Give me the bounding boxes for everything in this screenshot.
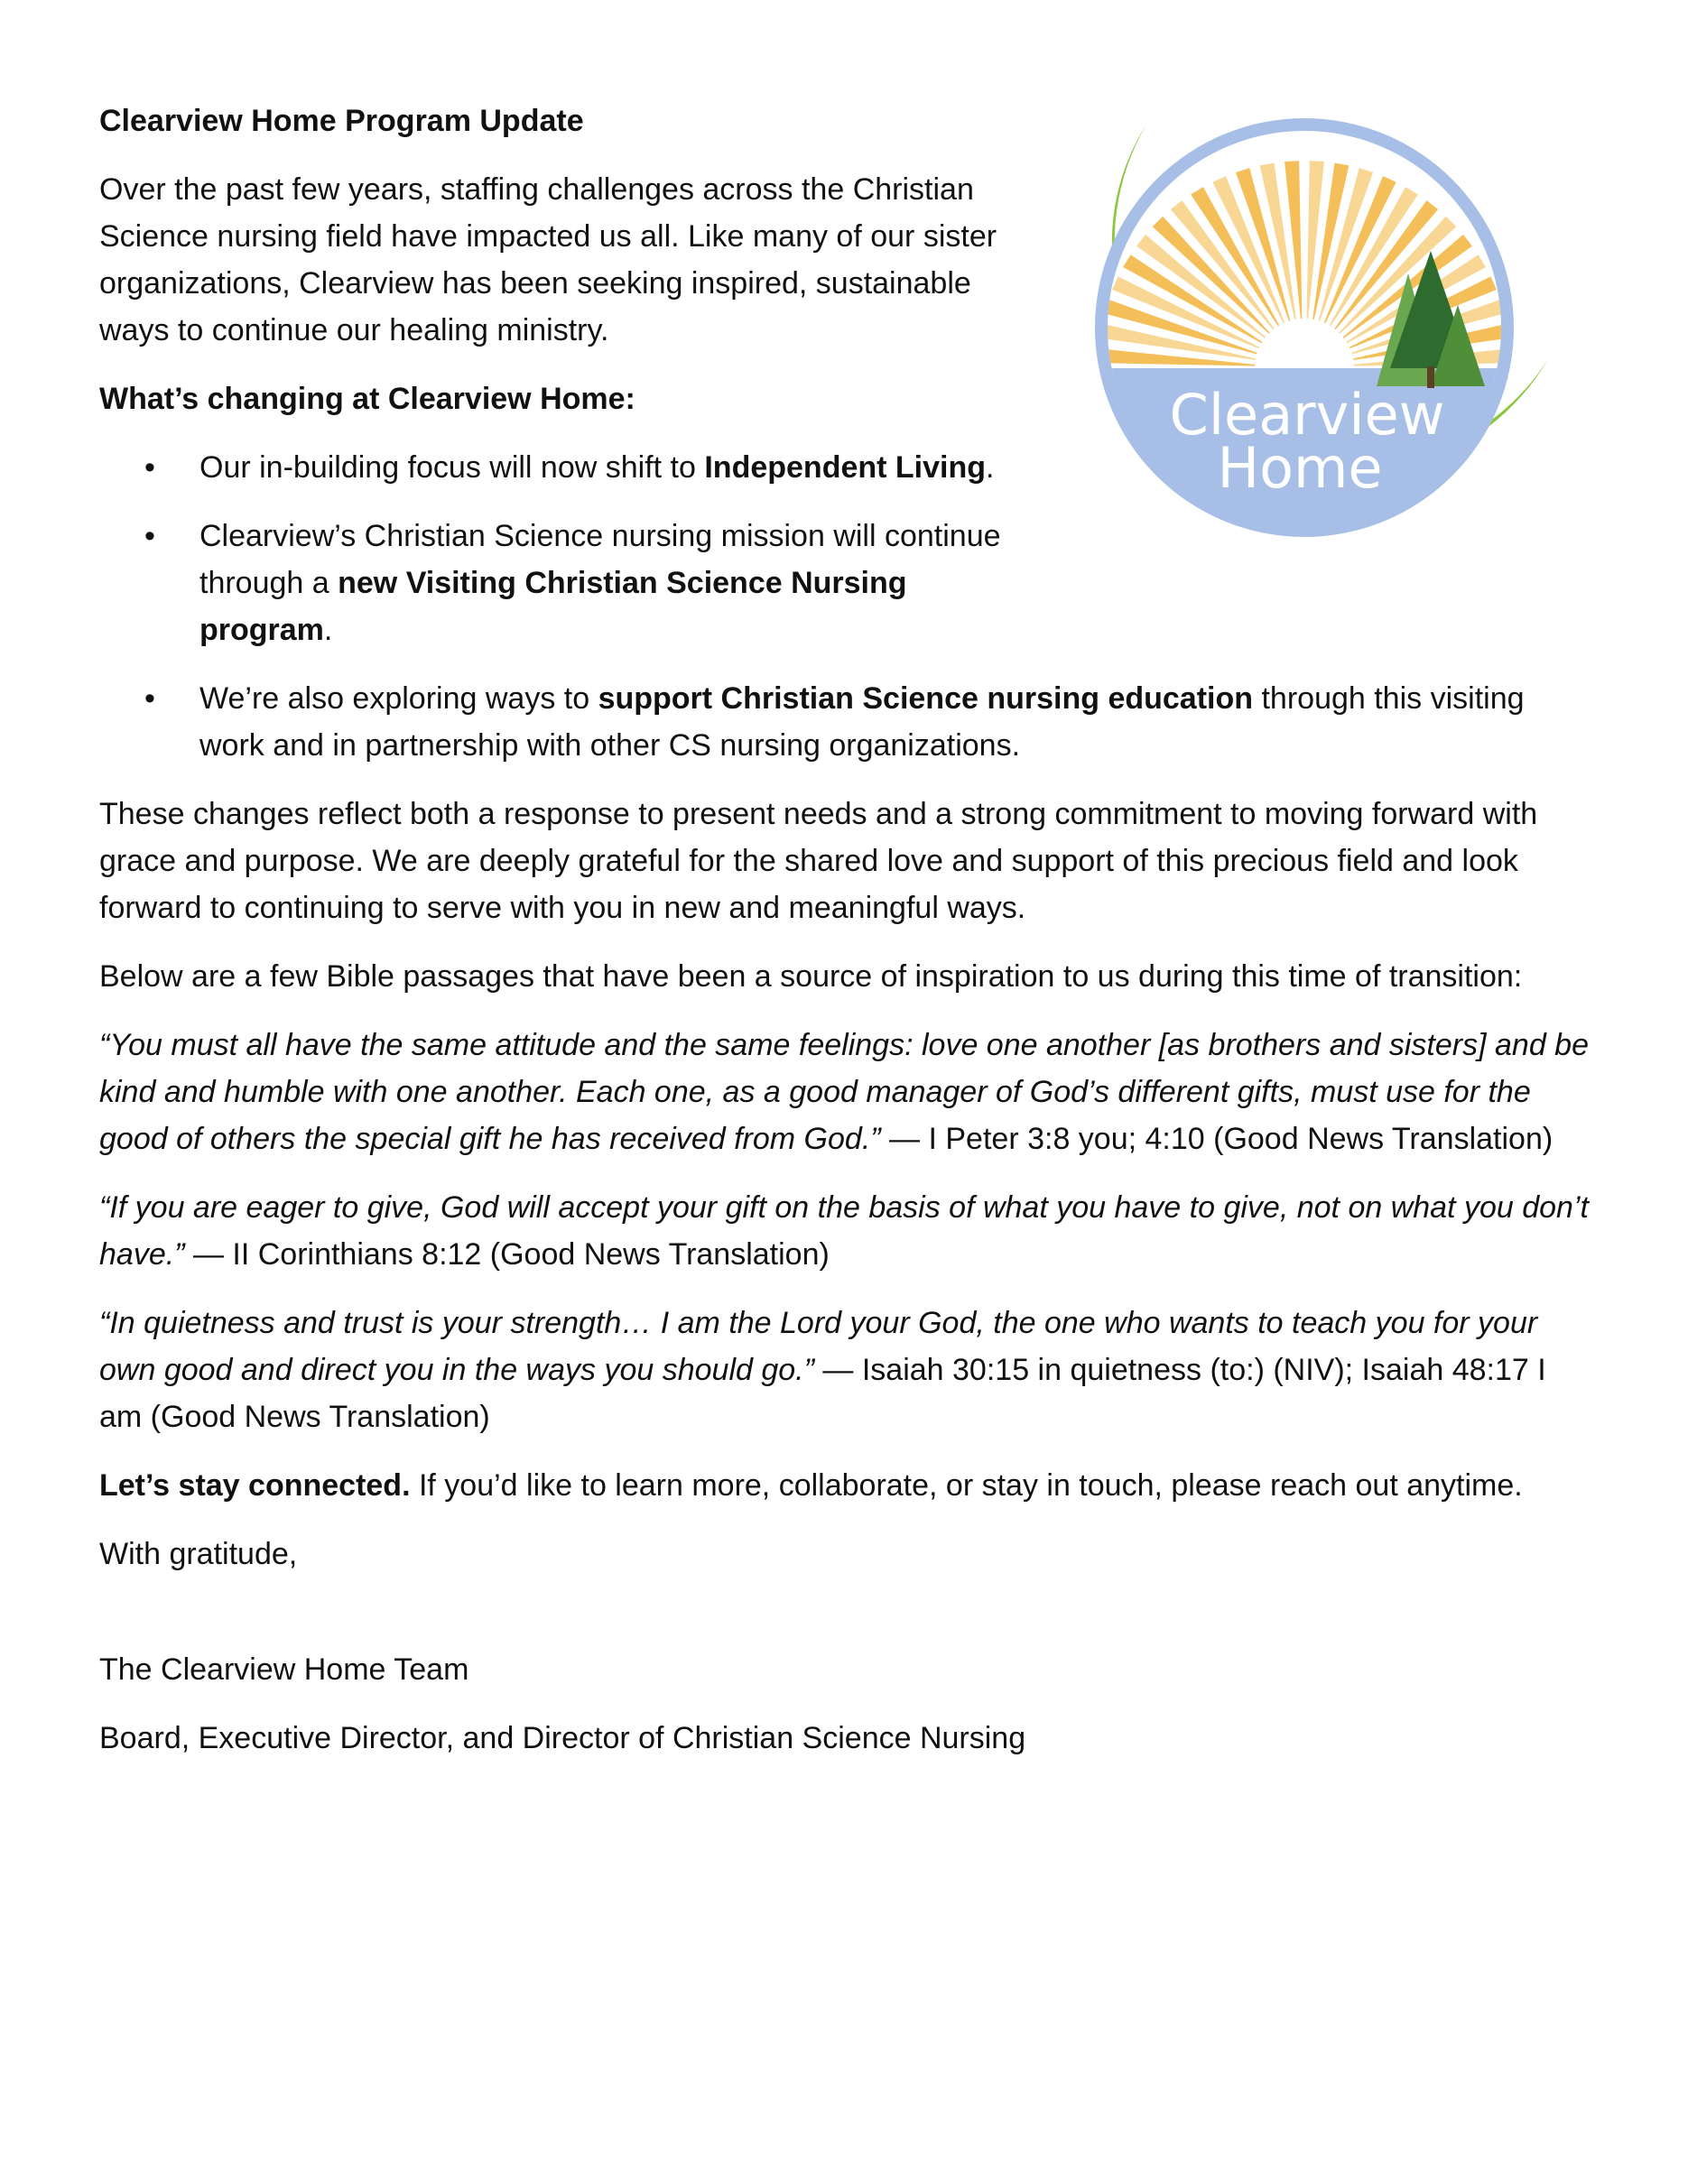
intro-paragraph: Over the past few years, staffing challenges across the Christian Science nursing field have impacted us all. Like many of our sister organizations, Clearview has been seeking inspired, sustainable ways to continue our healing ministry. xyxy=(99,172,997,347)
list-item: • We’re also exploring ways to support Christian Science nursing education through this visiting work and in partnership with other CS nursing organizations. xyxy=(99,675,1589,769)
letter-body xyxy=(99,97,1589,1783)
passage-quote: “In quietness and trust is your strength… I am the Lord your God, the one who wants to teach you for your own good and direct you in the ways you should go.” xyxy=(99,1306,1538,1387)
passage-citation: — Isaiah 30:15 in quietness (to:) (NIV); Isaiah 48:17 I am (Good News Translation) xyxy=(99,1353,1546,1434)
bullet-icon: • xyxy=(144,681,155,716)
reflection-paragraph: These changes reflect both a response to present needs and a strong commitment to moving forward with grace and purpose. We are deeply grateful for the shared love and support of this precious field and look forward to continuing to serve with you in new and meaningful ways. xyxy=(99,797,1538,925)
logo-text-clearview: Clearview xyxy=(1169,382,1445,448)
passages-intro: Below are a few Bible passages that have been a source of inspiration to us during this time of transition: xyxy=(99,959,1523,994)
connect-heading: Let’s stay connected. xyxy=(99,1468,411,1503)
list-item: • Clearview’s Christian Science nursing mission will continue through a new Visiting Christian Science Nursing program. xyxy=(99,513,1002,653)
connect-paragraph: Let’s stay connected. If you’d like to learn more, collaborate, or stay in touch, please reach out anytime. xyxy=(99,1468,1523,1503)
closing-line: With gratitude, xyxy=(99,1537,298,1571)
page-title: Clearview Home Program Update xyxy=(99,104,584,138)
bullet-icon: • xyxy=(144,519,155,553)
bullet-icon: • xyxy=(144,450,155,485)
passage-citation: — I Peter 3:8 you; 4:10 (Good News Translation) xyxy=(880,1122,1554,1156)
changes-heading: What’s changing at Clearview Home: xyxy=(99,382,635,416)
passage-quote: “You must all have the same attitude and the same feelings: love one another [as brothers and sisters] and be kind and humble with one another. Each one, as a good manager of God’s different gifts, must use for the good of others the special gift he has received from God.” xyxy=(99,1028,1589,1156)
signature-roles: Board, Executive Director, and Director of Christian Science Nursing xyxy=(99,1721,1026,1755)
signature-team: The Clearview Home Team xyxy=(99,1652,469,1687)
bible-passage xyxy=(99,1184,1589,1278)
bible-passage xyxy=(99,1022,1589,1162)
list-item: • Our in-building focus will now shift to Independent Living. xyxy=(99,444,1589,491)
passage-quote: “If you are eager to give, God will accept your gift on the basis of what you have to give, not on what you don’t have.” xyxy=(99,1190,1589,1272)
passage-citation: — II Corinthians 8:12 (Good News Translation) xyxy=(184,1237,830,1272)
bible-passage xyxy=(99,1300,1589,1440)
logo-text-home: Home xyxy=(1217,435,1383,501)
changes-list xyxy=(99,444,1589,769)
